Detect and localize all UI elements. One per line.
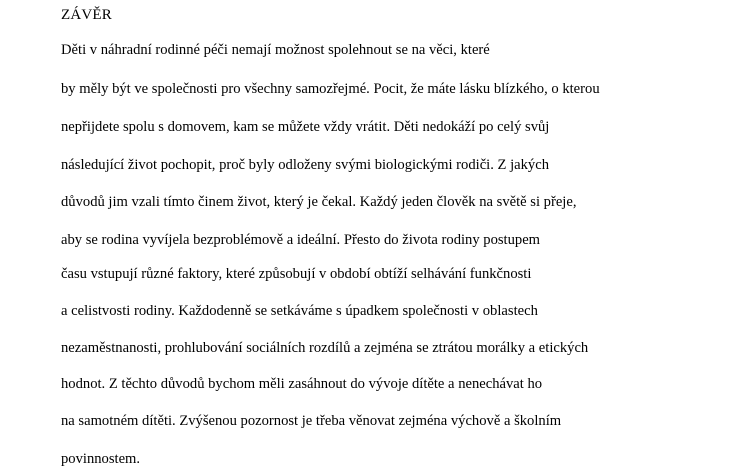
paragraph-line: aby se rodina vyvíjela bezproblémově a ideální. Přesto do života rodiny postupem (61, 232, 541, 248)
paragraph-line: nezaměstnanosti, prohlubování sociálních rozdílů a zejména se ztrátou morálky a etických (61, 340, 589, 356)
section-heading: ZÁVĚR (61, 7, 112, 23)
paragraph-line: povinnostem. (61, 451, 141, 467)
paragraph-line: a celistvosti rodiny. Každodenně se setkáváme s úpadkem společnosti v oblastech (61, 303, 538, 319)
paragraph-line: času vstupují různé faktory, které způsobují v období obtíží selhávání funkčnosti (61, 266, 532, 282)
paragraph-line: na samotném dítěti. Zvýšenou pozornost je třeba věnovat zejména výchově a školním (61, 413, 562, 429)
paragraph-line: by měly být ve společnosti pro všechny samozřejmé. Pocit, že máte lásku blízkého, o kterou (61, 81, 600, 97)
paragraph-line: nepřijdete spolu s domovem, kam se můžete vždy vrátit. Děti nedokáží po celý svůj (61, 119, 550, 135)
paragraph-line: následující život pochopit, proč byly odloženy svými biologickými rodiči. Z jakých (61, 157, 549, 173)
paragraph-line: důvodů jim vzali tímto činem život, který je čekal. Každý jeden člověk na světě si přeje, (61, 194, 577, 210)
paragraph-line: Děti v náhradní rodinné péči nemají možnost spolehnout se na věci, které (61, 42, 490, 58)
paragraph-line: hodnot. Z těchto důvodů bychom měli zasáhnout do vývoje dítěte a nenechávat ho (61, 376, 543, 392)
